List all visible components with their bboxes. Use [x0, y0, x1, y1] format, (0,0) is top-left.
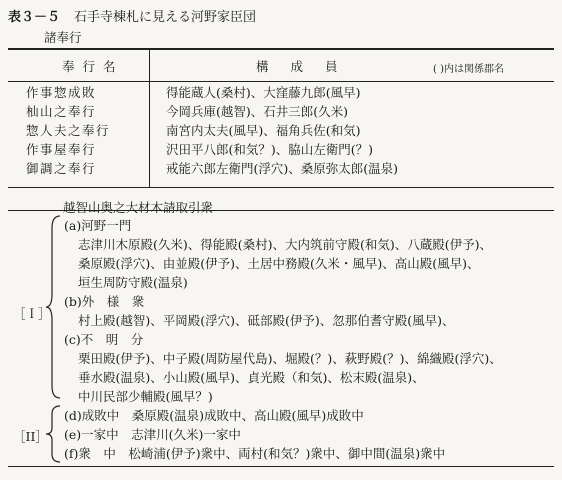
list-item: 垣生周防守殿(温泉) [78, 275, 188, 290]
members-cell: 南宮内太夫(風早)、福角兵佐(和気) [166, 123, 361, 138]
list-item: (e)一家中 志津川(久米)一家中 [64, 427, 241, 442]
table-row [8, 158, 554, 177]
table-top-rule [8, 48, 554, 50]
caption-title: 石手寺棟札に見える河野家臣団 [74, 10, 257, 25]
list-item: 中川民部少輔殿(風早？) [78, 389, 213, 404]
list-item: (f)衆 中 松崎浦(伊予)衆中、両村(和気？)衆中、御中間(温泉)衆中 [64, 446, 446, 461]
office-cell: 惣人夫之奉行 [26, 123, 111, 138]
list-item: 垂水殿(温泉)、小山殿(風早)、貞光殿（和気)、松末殿(温泉)、 [78, 370, 425, 385]
list-item: 栗田殿(伊予)、中子殿(周防屋代島)、堀殿(？)、萩野殿(？)、綿織殿(浮穴)、 [78, 351, 502, 366]
table-body [8, 82, 554, 177]
group1-brace [44, 214, 64, 400]
office-cell: 作事屋奉行 [26, 142, 97, 157]
section2-bottom-rule [8, 466, 554, 467]
section2-top-rule [8, 210, 554, 211]
table-row [8, 82, 554, 101]
header-members: 構成員 [256, 59, 360, 74]
table-row [8, 101, 554, 120]
table-title: 諸奉行 [44, 30, 82, 45]
section2-title: 越智山奥之大材木請取引衆 [63, 200, 214, 215]
office-cell: 作事惣成敗 [26, 85, 97, 100]
group2-brace [44, 404, 64, 464]
list-item: 桑原殿(浮穴)、由並殿(伊予)、土居中務殿(久米・風早)、高山殿(風早)、 [78, 256, 480, 271]
list-item: 志津川木原殿(久米)、得能殿(桑村)、大内筑前守殿(和気)、八蔵殿(伊予)、 [78, 237, 493, 252]
caption-number: 表３－５ [8, 10, 61, 25]
group2-label: ［II］ [13, 429, 48, 444]
header-note: ( )内は関係郡名 [433, 64, 504, 75]
list-item: (d)成敗中 桑原殿(温泉)成敗中、高山殿(風早)成敗中 [64, 408, 364, 423]
list-item: 村上殿(越智)、平岡殿(浮穴)、砥部殿(伊予)、忽那伯耆守殿(風早)、 [78, 313, 455, 328]
table-bottom-rule [8, 187, 554, 188]
group1-label: ［Ｉ］ [13, 306, 51, 321]
header-office: 奉行名 [62, 59, 124, 74]
office-cell: 杣山之奉行 [26, 104, 97, 119]
office-cell: 御調之奉行 [26, 161, 97, 176]
group1-heading-c: (c)不 明 分 [64, 332, 144, 347]
table-row [8, 120, 554, 139]
table-row [8, 139, 554, 158]
members-cell: 沢田平八郎(和気？)、脇山左衛門(？) [166, 142, 374, 157]
members-cell: 得能蔵人(桑村)、大窪藤九郎(風早) [166, 85, 361, 100]
members-cell: 戒能六郎左衛門(浮穴)、桑原弥太郎(温泉) [166, 161, 399, 176]
caption [8, 6, 256, 25]
group1-heading-b: (b)外 様 衆 [64, 294, 145, 309]
members-cell: 今岡兵庫(越智)、石井三郎(久米) [166, 104, 349, 119]
officials-table [8, 48, 554, 188]
group1-heading-a: (a)河野一門 [64, 218, 132, 233]
